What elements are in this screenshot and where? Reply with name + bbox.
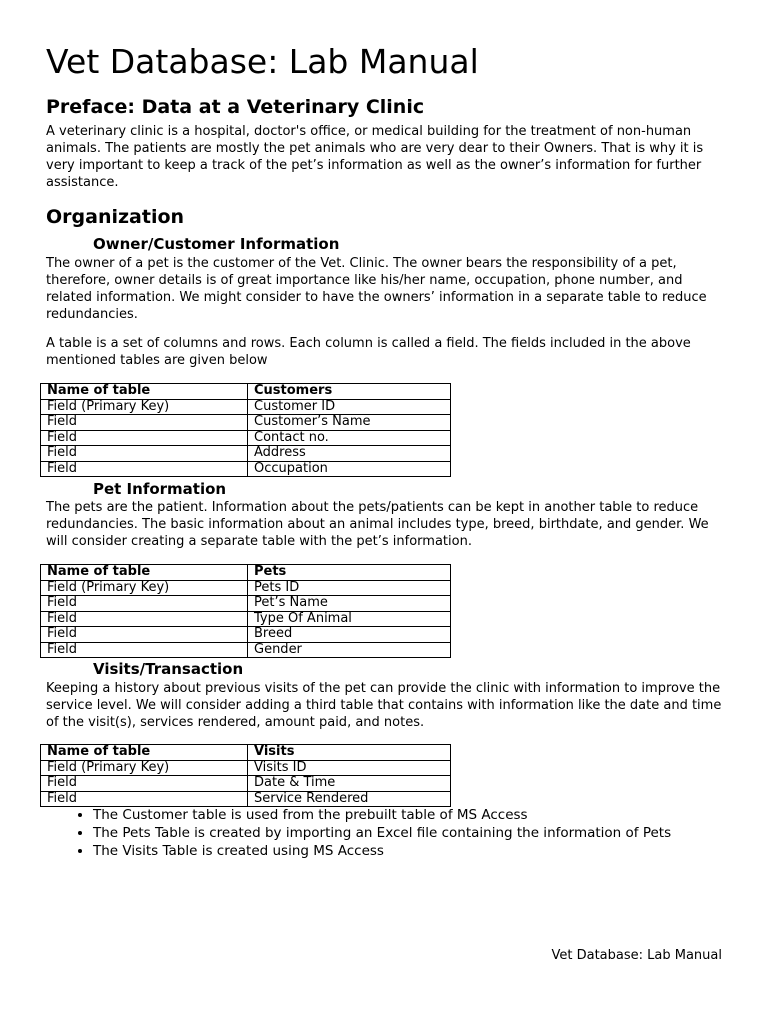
table-row [41,611,451,627]
page-footer: Vet Database: Lab Manual [551,948,722,963]
table-row [41,580,451,596]
table-cell: Field [41,415,248,431]
list-item: • The Customer table is used from the prebuilt table of MS Access [93,806,671,824]
summary-bullet-list [46,806,671,860]
table-cell: Gender [248,642,451,658]
table-cell: Field [41,461,248,477]
table-cell: Pet’s Name [248,596,451,612]
table-header-cell: Visits [248,745,451,761]
table-header-cell: Name of table [41,384,248,400]
table-header-cell: Pets [248,565,451,581]
document-title: Vet Database: Lab Manual [46,42,479,81]
owner-text: The owner of a pet is the customer of the Vet. Clinic. The owner bears the responsibility of a pet, therefore, owner details is of great importance like his/her name, occupation, phone number, and related information. We might consider to have the owners’ information in a separate table to reduce redundancies. [46,256,707,322]
visits-text: Keeping a history about previous visits of the pet can provide the clinic with information to improve the service level. We will consider adding a third table that contains with information like the date and time of the visit(s), services rendered, amount paid, and notes. [46,681,722,730]
table-cell: Field (Primary Key) [41,760,248,776]
owner-heading: Owner/Customer Information [93,235,340,253]
table-row [41,596,451,612]
table-row [41,446,451,462]
table-cell: Field [41,642,248,658]
table-row [41,627,451,643]
table-header-cell: Name of table [41,745,248,761]
table-row [41,760,451,776]
table-row [41,399,451,415]
table-cell: Field [41,791,248,807]
table-intro-text: A table is a set of columns and rows. Each column is called a field. The fields included in the above mentioned tables are given below [46,336,691,368]
visits-heading: Visits/Transaction [93,660,244,678]
table-header-cell: Name of table [41,565,248,581]
table-cell: Breed [248,627,451,643]
table-cell: Contact no. [248,430,451,446]
table-cell: Pets ID [248,580,451,596]
table-cell: Visits ID [248,760,451,776]
preface-heading: Preface: Data at a Veterinary Clinic [46,96,425,118]
preface-text: A veterinary clinic is a hospital, doctor's office, or medical building for the treatment of non-human animals. The patients are mostly the pet animals who are very dear to their Owners. That is why it is very important to keep a track of the pet’s information as well as the owner’s information for further assistance. [46,124,704,190]
table-cell: Type Of Animal [248,611,451,627]
list-item: • The Pets Table is created by importing an Excel file containing the information of Pets [93,824,671,842]
table-cell: Customer’s Name [248,415,451,431]
table-cell: Date & Time [248,776,451,792]
table-cell: Occupation [248,461,451,477]
table-row [41,415,451,431]
organization-heading: Organization [46,206,185,228]
customers-table [40,383,451,477]
table-cell: Customer ID [248,399,451,415]
table-row [41,461,451,477]
pets-table [40,564,451,658]
table-cell: Field (Primary Key) [41,399,248,415]
table-cell: Field [41,430,248,446]
table-cell: Service Rendered [248,791,451,807]
table-cell: Field [41,611,248,627]
table-header-row [41,384,451,400]
table-cell: Field [41,776,248,792]
table-cell: Field [41,446,248,462]
table-header-row [41,565,451,581]
table-cell: Field [41,596,248,612]
table-row [41,642,451,658]
table-row [41,776,451,792]
pet-heading: Pet Information [93,480,227,498]
pet-text: The pets are the patient. Information about the pets/patients can be kept in another table to reduce redundancies. The basic information about an animal includes type, breed, birthdate, and gender. We will consider creating a separate table with the pet’s information. [46,500,709,549]
table-cell: Field [41,627,248,643]
visits-table [40,744,451,807]
table-row [41,430,451,446]
table-cell: Field (Primary Key) [41,580,248,596]
table-header-cell: Customers [248,384,451,400]
table-row [41,791,451,807]
table-cell: Address [248,446,451,462]
table-header-row [41,745,451,761]
list-item: • The Visits Table is created using MS Access [93,842,671,860]
